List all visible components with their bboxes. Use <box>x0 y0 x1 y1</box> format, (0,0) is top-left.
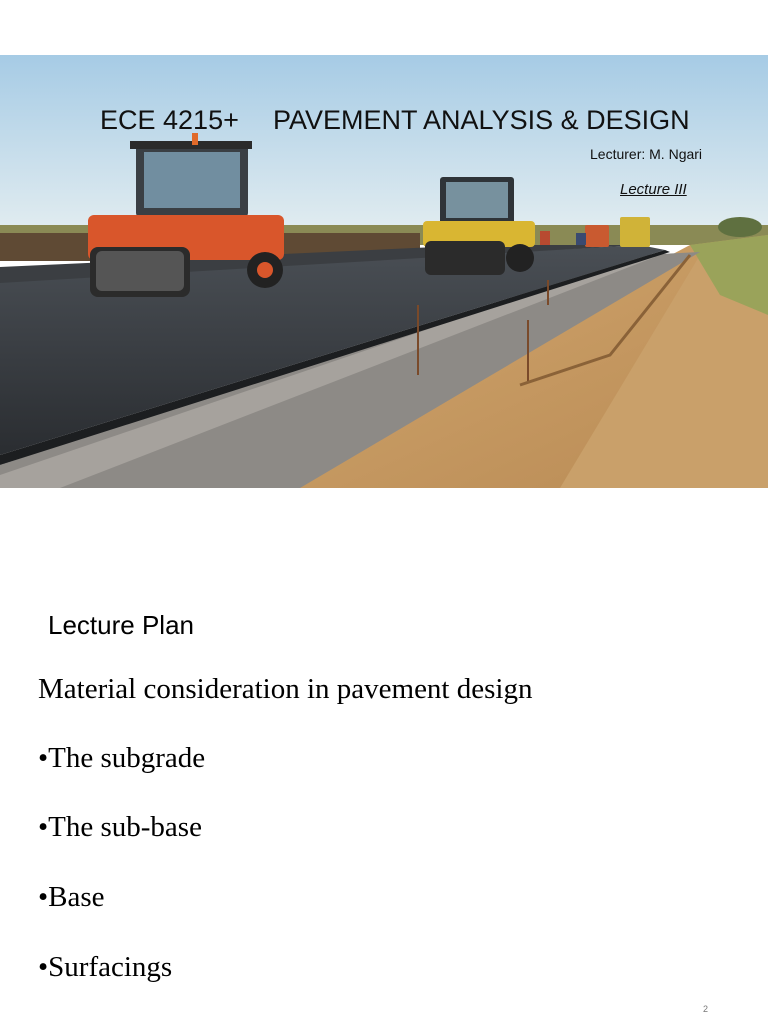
course-code: ECE 4215+ <box>100 105 239 135</box>
lecturer-name: Lecturer: M. Ngari <box>590 146 703 162</box>
bullet-item: •The sub-base <box>38 811 202 843</box>
lecture-plan-heading: Lecture Plan <box>48 610 194 640</box>
lecture-number: Lecture III <box>620 181 687 198</box>
bullet-item: •The subgrade <box>38 742 206 774</box>
bullet-item: •Surfacings <box>38 951 173 983</box>
bullet-item: •Base <box>38 881 105 913</box>
page-number: 2 <box>703 1004 709 1014</box>
course-title: PAVEMENT ANALYSIS & DESIGN <box>273 105 690 135</box>
intro-line: Material consideration in pavement design <box>38 673 533 705</box>
